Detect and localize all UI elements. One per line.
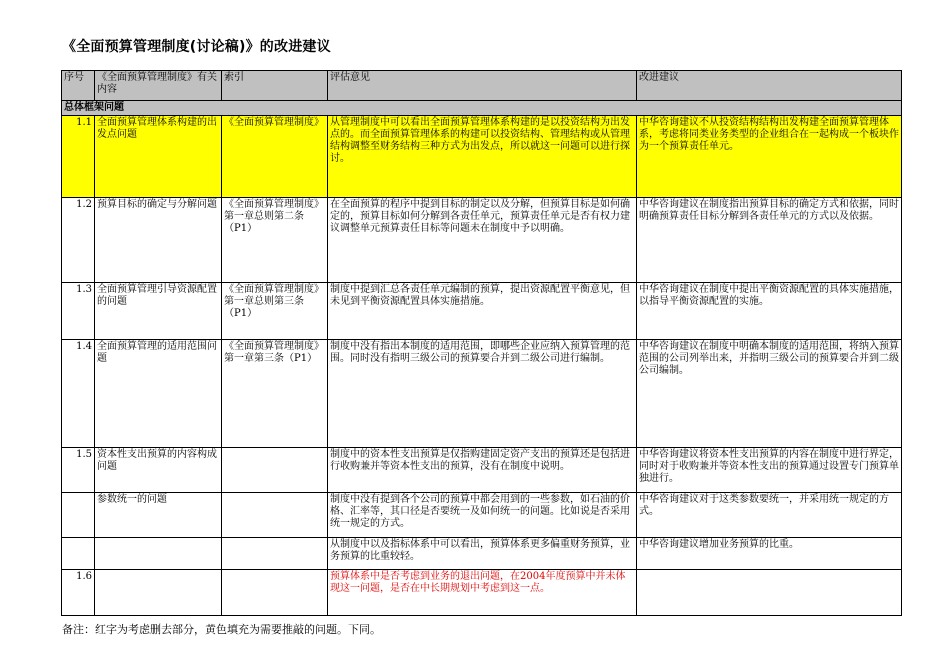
row-index: 《全面预算管理制度》第一章第三条（P1） bbox=[222, 340, 328, 448]
row-suggestion: 中华咨询建议在制度中提出平衡资源配置的具体实施措施，以指导平衡资源配置的实施。 bbox=[637, 283, 902, 340]
row-no: 1.2 bbox=[62, 198, 95, 283]
row-opinion: 制度中提到汇总各责任单元编制的预算，提出资源配置平衡意见，但未见到平衡资源配置具体实施措施。 bbox=[328, 283, 637, 340]
row-suggestion: 中华咨询建议将资本性支出预算的内容在制度中进行界定，同时对于收购兼并等资本性支出的预算通过设置专门预算单独进行。 bbox=[637, 448, 902, 493]
table-row bbox=[62, 198, 902, 283]
table-row bbox=[62, 493, 902, 538]
header-suggestion: 改进建议 bbox=[637, 71, 902, 101]
row-content: 参数统一的问题 bbox=[95, 493, 222, 538]
page-title: 《全面预算管理制度(讨论稿)》的改进建议 bbox=[62, 39, 331, 55]
row-index bbox=[222, 448, 328, 493]
row-opinion: 制度中没有提到各个公司的预算中都会用到的一些参数，如石油的价格、汇率等，其口径是否要统一及如何统一的问题。比如说是否采用统一规定的方式。 bbox=[328, 493, 637, 538]
section-title: 总体框架问题 bbox=[62, 101, 902, 116]
row-no bbox=[62, 538, 95, 570]
table-row bbox=[62, 570, 902, 616]
row-opinion: 制度中没有指出本制度的适用范围，即哪些企业应纳入预算管理的范围。同时没有指明三级公司的预算要合并到二级公司进行编制。 bbox=[328, 340, 637, 448]
row-opinion: 从制度中以及指标体系中可以看出，预算体系更多偏重财务预算，业务预算的比重较轻。 bbox=[328, 538, 637, 570]
row-opinion: 在全面预算的程序中提到目标的制定以及分解，但预算目标是如何确定的，预算目标如何分解到各责任单元，预算责任单元是否有权力建议调整单元预算责任目标等问题未在制度中予以明确。 bbox=[328, 198, 637, 283]
row-content: 预算目标的确定与分解问题 bbox=[95, 198, 222, 283]
row-no: 1.3 bbox=[62, 283, 95, 340]
table-row bbox=[62, 340, 902, 448]
row-suggestion bbox=[637, 570, 902, 616]
header-no: 序号 bbox=[62, 71, 95, 101]
table-row bbox=[62, 283, 902, 340]
table-row bbox=[62, 538, 902, 570]
section-row bbox=[62, 101, 902, 116]
row-no: 1.5 bbox=[62, 448, 95, 493]
table-row bbox=[62, 448, 902, 493]
row-no: 1.6 bbox=[62, 570, 95, 616]
header-content: 《全面预算管理制度》有关内容 bbox=[95, 71, 222, 101]
row-opinion: 制度中的资本性支出预算是仅指购建固定资产支出的预算还是包括进行收购兼并等资本性支出的预算，没有在制度中说明。 bbox=[328, 448, 637, 493]
row-suggestion: 中华咨询建议在制度指出预算目标的确定方式和依据，同时明确预算责任目标分解到各责任单元的方式以及依据。 bbox=[637, 198, 902, 283]
row-index: 《全面预算管理制度》第一章总则第二条（P1） bbox=[222, 198, 328, 283]
row-no bbox=[62, 493, 95, 538]
header-opinion: 评估意见 bbox=[328, 71, 637, 101]
row-content bbox=[95, 570, 222, 616]
row-opinion: 预算体系中是否考虑到业务的退出问题，在2004年度预算中并未体现这一问题，是否在中长期规划中考虑到这一点。 bbox=[328, 570, 637, 616]
table-row bbox=[62, 116, 902, 198]
row-suggestion: 中华咨询建议在制度中明确本制度的适用范围，将纳入预算范围的公司列举出来，并指明三级公司的预算要合并到二级公司编制。 bbox=[637, 340, 902, 448]
row-index bbox=[222, 538, 328, 570]
row-index bbox=[222, 493, 328, 538]
row-suggestion: 中华咨询建议不从投资结构结构出发构建全面预算管理体系，考虑将同类业务类型的企业组合在一起构成一个板块作为一个预算责任单元。 bbox=[637, 116, 902, 198]
row-content: 全面预算管理体系构建的出发点问题 bbox=[95, 116, 222, 198]
row-no: 1.1 bbox=[62, 116, 95, 198]
row-no: 1.4 bbox=[62, 340, 95, 448]
row-content: 资本性支出预算的内容构成问题 bbox=[95, 448, 222, 493]
suggestion-table bbox=[61, 70, 902, 616]
row-opinion: 从管理制度中可以看出全面预算管理体系构建的是以投资结构为出发点的。而全面预算管理体系的构建可以投资结构、管理结构或从管理结构调整至财务结构三种方式为出发点，所以就这一问题可以进行探讨。 bbox=[328, 116, 637, 198]
row-content bbox=[95, 538, 222, 570]
header-index: 索引 bbox=[222, 71, 328, 101]
header-row bbox=[62, 71, 902, 101]
row-suggestion: 中华咨询建议增加业务预算的比重。 bbox=[637, 538, 902, 570]
row-content: 全面预算管理引导资源配置的问题 bbox=[95, 283, 222, 340]
row-index: 《全面预算管理制度》 bbox=[222, 116, 328, 198]
row-index: 《全面预算管理制度》第一章总则第三条（P1） bbox=[222, 283, 328, 340]
row-index bbox=[222, 570, 328, 616]
footnote: 备注：红字为考虑删去部分，黄色填充为需要推敲的问题。下同。 bbox=[62, 623, 381, 636]
row-suggestion: 中华咨询建议对于这类参数要统一，并采用统一规定的方式。 bbox=[637, 493, 902, 538]
row-content: 全面预算管理的适用范围问题 bbox=[95, 340, 222, 448]
